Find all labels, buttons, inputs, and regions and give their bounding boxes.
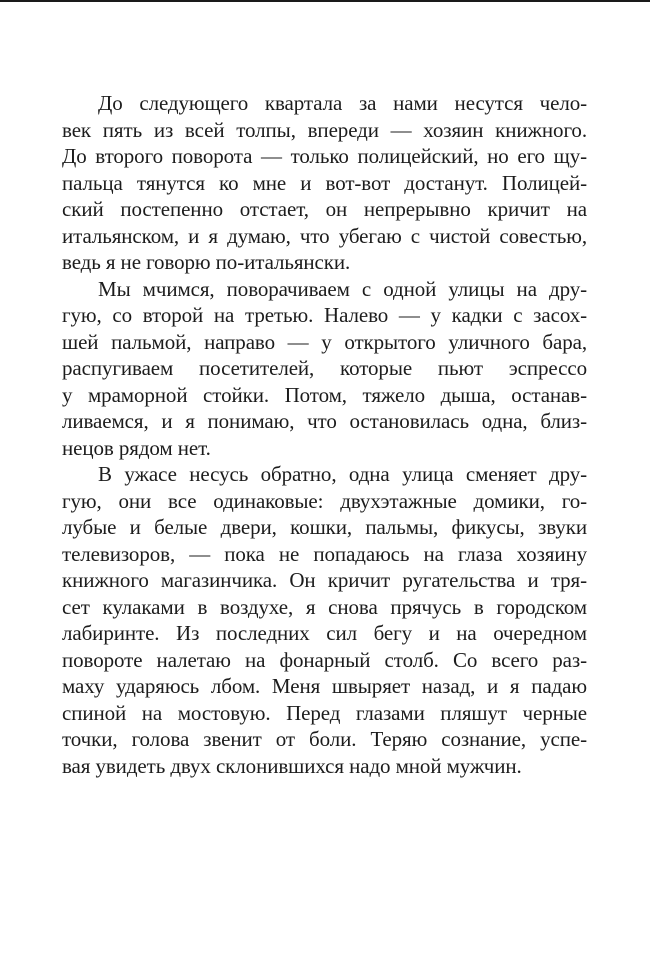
text-line: Мы мчимся, поворачиваем с одной улицы на дру- xyxy=(98,276,587,301)
text-line: спиной на мостовую. Перед глазами пляшут черные xyxy=(62,700,587,725)
text-line: точки, голова звенит от боли. Теряю сознание, успе- xyxy=(62,727,587,751)
paragraph xyxy=(62,276,587,462)
text-line: ведь я не говорю по-итальянски. xyxy=(62,250,351,274)
text-line: лубые и белые двери, кошки, пальмы, фикусы, звуки xyxy=(62,515,587,539)
text-line: ливаемся, и я понимаю, что остановилась одна, близ- xyxy=(62,409,587,433)
text-line: книжного магазинчика. Он кричит ругательства и тря- xyxy=(62,568,587,592)
text-line: у мраморной стойки. Потом, тяжело дыша, останав- xyxy=(62,382,587,407)
text-line: В ужасе несусь обратно, одна улица сменяет дру- xyxy=(98,462,587,486)
text-line: пальца тянутся ко мне и вот-вот достанут. Полицей- xyxy=(62,170,587,195)
paragraph xyxy=(62,90,587,276)
text-line: маху ударяюсь лбом. Меня швыряет назад, и я падаю xyxy=(62,674,587,698)
paragraph xyxy=(62,461,587,779)
text-line: шей пальмой, направо — у открытого уличного бара, xyxy=(62,329,587,354)
text-line: гую, со второй на третью. Налево — у кадки с засох- xyxy=(62,303,587,327)
text-line: вая увидеть двух склонившихся надо мной мужчин. xyxy=(62,753,522,778)
text-line: век пять из всей толпы, впереди — хозяин книжного. xyxy=(62,117,587,142)
text-line: лабиринте. Из последних сил бегу и на очередном xyxy=(62,621,587,645)
text-line: телевизоров, — пока не попадаюсь на глаза хозяину xyxy=(62,541,587,566)
text-line: сет кулаками в воздухе, я снова прячусь в городском xyxy=(62,594,587,619)
book-page-text xyxy=(62,90,587,779)
page-top-edge xyxy=(0,0,650,2)
text-line: распугиваем посетителей, которые пьют эспрессо xyxy=(62,356,587,380)
text-line: повороте налетаю на фонарный столб. Со всего раз- xyxy=(62,647,587,672)
text-line: ский постепенно отстает, он непрерывно кричит на xyxy=(62,197,587,221)
text-line: До второго поворота — только полицейский, но его щу- xyxy=(62,144,587,168)
text-line: нецов рядом нет. xyxy=(62,435,211,460)
text-line: До следующего квартала за нами несутся чело- xyxy=(98,91,587,115)
text-line: итальянском, и я думаю, что убегаю с чистой совестью, xyxy=(62,223,587,248)
text-line: гую, они все одинаковые: двухэтажные домики, го- xyxy=(62,488,587,513)
